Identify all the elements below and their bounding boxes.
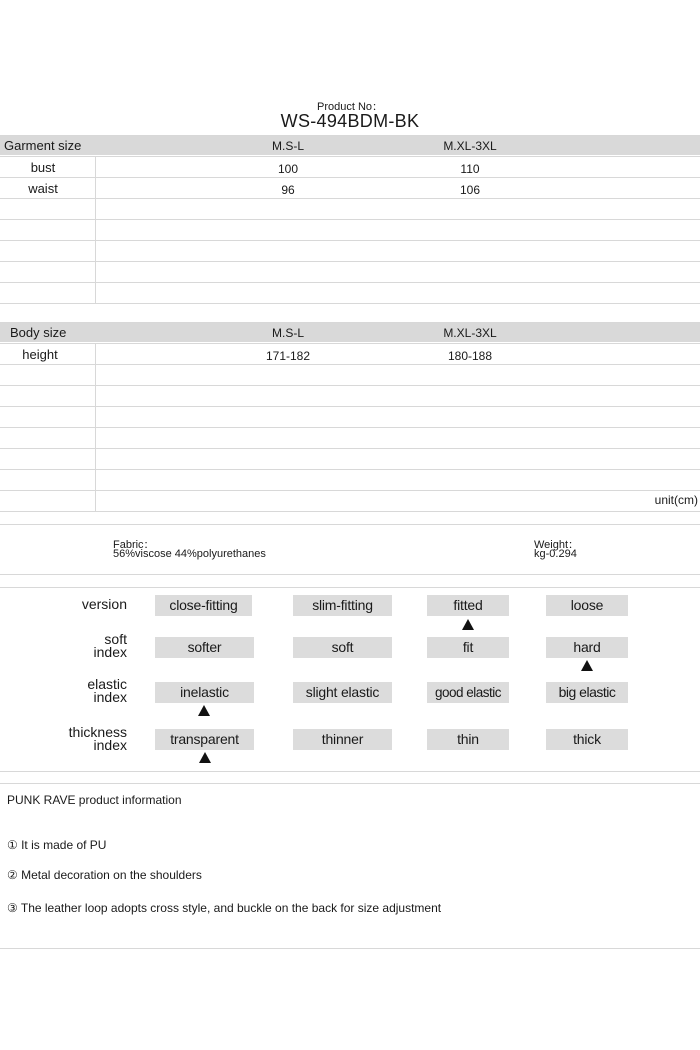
garment-row-label: bust	[30, 160, 56, 175]
product-info-item: ② Metal decoration on the shoulders	[7, 868, 202, 882]
elastic-index-option: good elastic	[427, 682, 509, 703]
garment-cell: 106	[459, 183, 481, 197]
thickness-index-option-selected: transparent	[155, 729, 254, 750]
version-label: version	[81, 596, 127, 612]
product-no-label: Product No：	[316, 101, 384, 113]
elastic-index-label-line2: index	[93, 689, 127, 705]
weight-label: Weight：	[534, 539, 580, 551]
garment-header-label: Garment size	[4, 138, 82, 153]
body-cell: 171-182	[265, 349, 311, 363]
elastic-index-marker-icon	[198, 705, 210, 716]
product-info-title: PUNK RAVE product information	[7, 793, 182, 807]
soft-index-label-line2: index	[93, 644, 127, 660]
elastic-index-option: big elastic	[546, 682, 628, 703]
thickness-index-option: thin	[427, 729, 509, 750]
garment-cell: 110	[460, 162, 480, 176]
soft-index-option: soft	[293, 637, 392, 658]
garment-header-size-1: M.S-L	[271, 139, 304, 153]
garment-table-header	[0, 136, 700, 155]
soft-index-option: softer	[155, 637, 254, 658]
body-row-label: height	[22, 347, 58, 362]
body-table-header	[0, 323, 700, 342]
soft-index-option: fit	[427, 637, 509, 658]
version-option: slim-fitting	[293, 595, 392, 616]
body-cell: 180-188	[447, 349, 493, 363]
thickness-index-option: thinner	[293, 729, 392, 750]
elastic-index-option: slight elastic	[293, 682, 392, 703]
body-header-size-1: M.S-L	[271, 326, 304, 340]
weight-value: kg-0.294	[534, 548, 577, 560]
elastic-index-label-line1: elastic	[87, 676, 127, 692]
thickness-index-label-line1: thickness	[68, 724, 127, 740]
product-info-item: ① It is made of PU	[7, 838, 107, 852]
garment-cell: 100	[277, 162, 299, 176]
fabric-value: 56%viscose 44%polyurethanes	[113, 548, 266, 560]
thickness-index-marker-icon	[199, 752, 211, 763]
garment-cell: 96	[281, 183, 295, 197]
elastic-index-option-selected: inelastic	[155, 682, 254, 703]
version-option: loose	[546, 595, 628, 616]
body-header-label: Body size	[10, 325, 67, 340]
soft-index-label-line1: soft	[104, 631, 127, 647]
unit-label: unit(cm)	[654, 493, 698, 507]
soft-index-option-selected: hard	[546, 637, 628, 658]
product-info-item: ③ The leather loop adopts cross style, and buckle on the back for size adjustment	[7, 901, 442, 915]
soft-index-marker-icon	[581, 660, 593, 671]
product-number: WS-494BDM-BK	[280, 111, 420, 131]
version-option-selected: fitted	[427, 595, 509, 616]
thickness-index-label-line2: index	[93, 737, 127, 753]
thickness-index-option: thick	[546, 729, 628, 750]
garment-row-label: waist	[28, 181, 58, 196]
version-option: close-fitting	[155, 595, 252, 616]
garment-header-size-2: M.XL-3XL	[443, 139, 497, 153]
version-marker-icon	[462, 619, 474, 630]
fabric-label: Fabric：	[113, 539, 155, 551]
body-header-size-2: M.XL-3XL	[443, 326, 497, 340]
